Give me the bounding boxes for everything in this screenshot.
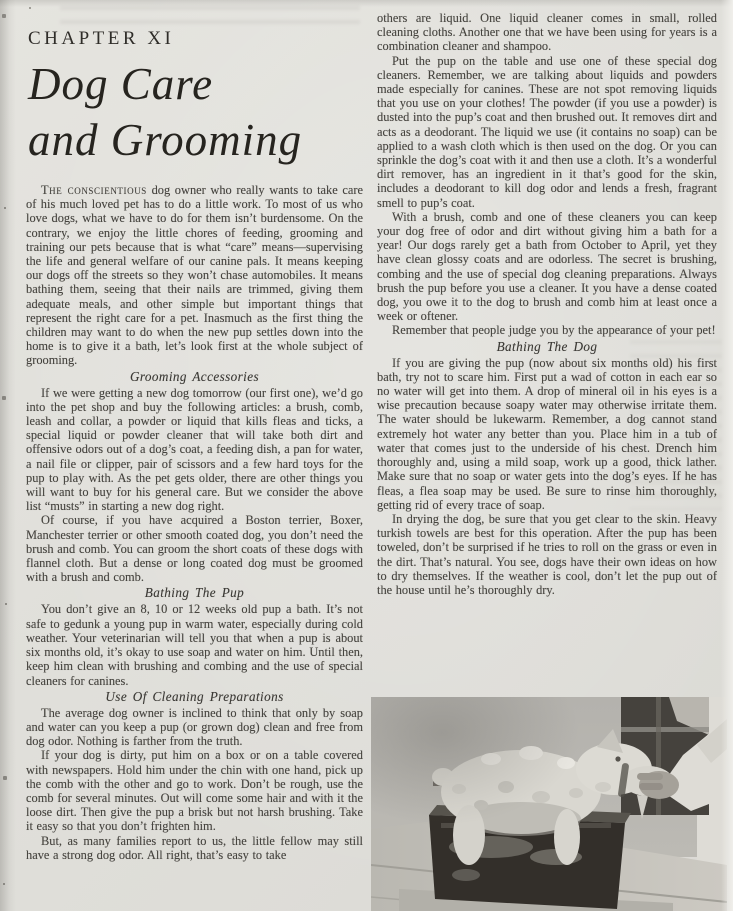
paragraph: The conscientious dog owner who really wants to take care of his much loved pet has to do a little work. To most of us who love dogs, what we have to do for them isn’t burdensome. On the contrary, we enjoy the little chores of feeding, grooming and training our pets because that is what “care” means—supervising the life and general welfare of our canine pals. It means keeping our dogs off the streets so they won’t chase automobiles. It means bathing them, seeing that their nails are trimmed, giving them adequate meals, and other simple but important things that represent the right care for a pet. Inasmuch as the first thing the children may want to do when the new pup settles down into the home is to give it a bath, let’s look first at the whole subject of grooming. xyxy=(26,183,363,368)
bleedthrough-texture xyxy=(60,6,360,30)
photo-vignette xyxy=(371,697,727,911)
paragraph: But, as many families report to us, the little fellow may still have a strong dog odor. All right, that’s easy to take xyxy=(26,833,363,862)
dog-bath-photo xyxy=(371,697,727,911)
left-column xyxy=(26,28,363,862)
page-edge-highlight xyxy=(721,0,733,911)
paragraph: With a brush, comb and one of these cleaners you can keep your dog free of odor and dirt without giving him a bath for a year! Our dogs rarely get a bath from October to April, yet they have clean glossy coats and are odorless. The secret is brushing, combing and the use of special dog cleaning preparations. Always brush the pup before you use a cleaner. It you have a dense coated dog, you owe it to the dog to brush and comb him at least once a week or oftener. xyxy=(377,209,717,324)
left-column-text xyxy=(26,183,363,862)
paragraph: Remember that people judge you by the appearance of your pet! xyxy=(392,323,716,338)
section-heading: Bathing The Dog xyxy=(496,338,598,354)
chapter-label: CHAPTER XI xyxy=(28,28,175,49)
section-heading: Grooming Accessories xyxy=(129,368,260,384)
paragraph: The average dog owner is inclined to think that only by soap and water can you keep a pup (or grown dog) clean and free from dog odor. Nothing is farther from the truth. xyxy=(26,705,363,749)
page-edge-shadow xyxy=(0,0,733,7)
chapter-title-line2: and Grooming xyxy=(28,115,303,165)
paragraph: In drying the dog, be sure that you get clear to the skin. Heavy turkish towels are best for this operation. After the pup has been toweled, don’t be surprised if he tries to roll on the grass or even in the dirt. That’s natural. You see, dogs have their own ideas on how to dry themselves. If the weather is cool, don’t let the pup out of the house until he’s thoroughly dry. xyxy=(377,511,717,597)
right-column xyxy=(377,11,717,597)
paragraph: You don’t give an 8, 10 or 12 weeks old pup a bath. It’s not safe to gedunk a young pup in warm water, especially during cold weather. Your veterinarian will tell you that when a pup is about six months old, it’s okay to use soap and water on him. Until then, keep him clean with brushing and combing and the use of special cleaners for canines. xyxy=(26,602,363,688)
page-edge-shadow xyxy=(0,0,16,911)
paragraph: Put the pup on the table and use one of these special dog cleaners. Remember, we are talking about liquids and powders made especially for canines. These are not spot removing liquids that you use on your clothes! The powder (if you use a powder) is dusted into the pup’s coat and then brushed out. It removes dirt and acts as a deodorant. The liquid we use (it contains no soap) can be applied to a wash cloth which is then used on the dog. Or you can sprinkle the dog’s coat with it and then use a cloth. It’s a wonderful dirt remover, has an ingredient in it that’s good for the skin, includes a deodorant to kill dog odor and lends a fresh, fragrant smell to pup’s coat. xyxy=(377,53,717,210)
right-column-text xyxy=(377,11,717,597)
scan-specks xyxy=(2,14,6,18)
paragraph: If you are giving the pup (now about six months old) his first bath, try not to scare him. First put a wad of cotton in each ear so no water will get into them. A drop of mineral oil in his eyes is a wise precaution because soapy water may otherwise irritate them. The water should be lukewarm. Remember, a dog cannot stand extremely hot water any better than you. Place him in a tub of water that comes just to the underside of his chest. Drench him thoroughly and, using a mild soap, work up a good, thick lather. Make sure that no soap or water gets into the dog’s eyes. If he has fleas, a flea soap may be used. Be sure to rinse him thoroughly, getting rid of every trace of soap. xyxy=(377,355,717,512)
paragraph: Of course, if you have acquired a Boston terrier, Boxer, Manchester terrier or other smooth coated dog, you don’t need the brush and comb. You can groom the short coats of these dogs with flannel cloth. But a dense or long coated dog must be groomed with a brush and comb. xyxy=(26,513,363,585)
section-heading: Bathing The Pup xyxy=(144,585,245,601)
paragraph: If your dog is dirty, put him on a box or on a table covered with newspapers. Hold him under the chin with one hand, pick up the comb with the other and go to work. Don’t be rough, use the comb for several minutes. Out will come some hair and with it the loose dirt. Then give the pup a brisk but not harsh brushing. Take it easy so that you don’t frighten him. xyxy=(26,748,363,834)
chapter-title-line1: Dog Care xyxy=(28,59,214,109)
smallcaps-lead: The conscientious xyxy=(41,183,147,197)
paragraph: If we were getting a new dog tomorrow (our first one), we’d go into the pet shop and buy the following articles: a brush, comb, leash and collar, a powder or liquid that kills fleas and ticks, a special liquid or powder cleaner that will take both dirt and offensive odors out of a dog’s coat, a feeding dish, a pan for water, a nail file or clipper, pair of scissors and a few hard toys for the pup to play with. As the pet gets older, there are other things you will want to buy for his general care. But we consider the above list “musts” in starting a new dog right. xyxy=(26,385,363,514)
paragraph: others are liquid. One liquid cleaner comes in small, rolled cleaning cloths. Another one that we have been using for years is a combination cleaner and shampoo. xyxy=(377,11,717,54)
section-heading: Use Of Cleaning Preparations xyxy=(105,688,284,704)
chapter-header xyxy=(26,28,363,168)
